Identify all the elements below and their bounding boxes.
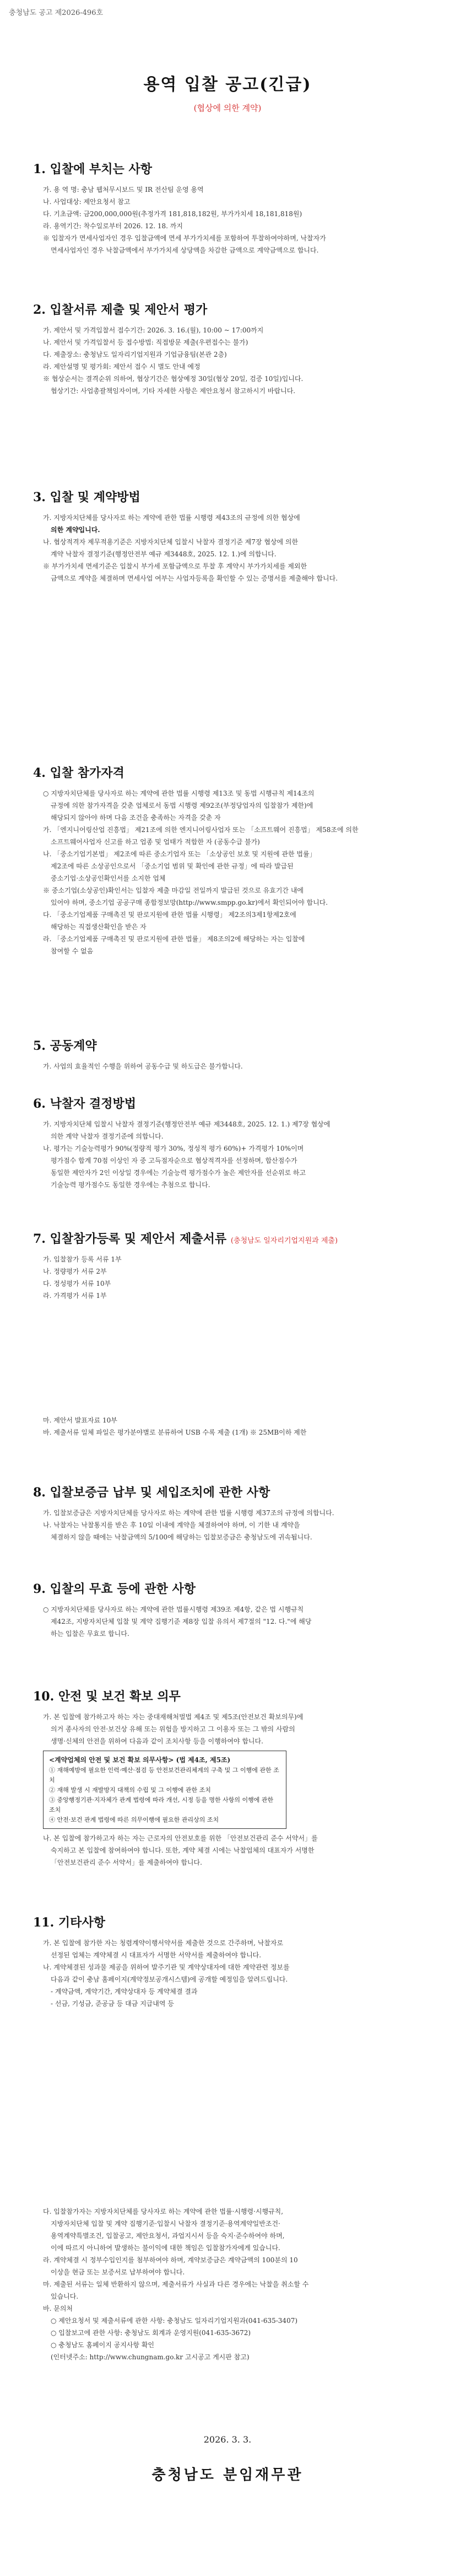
text-line: ○ 지방자치단체를 당사자로 하는 계약에 관한 법률 시행령 제13조 및 동법 시행규칙 제14조의 (43, 790, 315, 797)
section-6 (33, 1094, 430, 1191)
text-line: ○ 제안요청서 및 제출서류에 관한 사항: 충청남도 일자리기업지원과(041-635-3407) (51, 2317, 298, 2325)
text-line: 나. 낙찰자는 낙찰통지를 받은 후 10일 이내에 계약을 체결하여야 하며, 이 기한 내 계약을 (43, 1521, 300, 1529)
text-line: 라. 용역기간: 착수일로부터 2026. 12. 18. 까지 (43, 222, 183, 230)
text-line: 면세사업자인 경우 낙찰금액에서 부가가치세 상당액을 차감한 금액으로 계약금액으로 합니다. (51, 246, 319, 254)
section-heading: 1. 입찰에 부치는 사항 (33, 162, 152, 176)
section-heading: 5. 공동계약 (33, 1039, 97, 1053)
text-line: ○ 입찰보고에 관한 사항: 충청남도 회계과 운영지원(041-635-3672) (51, 2329, 251, 2337)
text-line: ※ 부가가치세 면세기준은 입찰시 부가세 포함금액으로 투찰 후 계약시 부가가치세를 제외한 (43, 562, 307, 570)
page-subtitle: (협상에 의한 계약) (193, 103, 262, 113)
section-heading: 8. 입찰보증금 납부 및 세입조치에 관한 사항 (33, 1485, 270, 1500)
text-line: 가. 지방자치단체를 당사자로 하는 계약에 관한 법률 시행령 제43조의 규정에 의한 협상에 (43, 514, 300, 522)
text-line: 다. 「중소기업제품 구매촉진 및 판로지원에 관한 법률 시행령」 제2조의3제1항제2호에 (43, 911, 296, 919)
text-line: 나. 사업대상: 제안요청서 참고 (43, 198, 131, 206)
page-title: 용역 입찰 공고(긴급) (143, 75, 312, 94)
text-line: ※ 협상순서는 결격순위 의하여, 협상기간은 협상예정 30일(협상 20일, 검증 10일)입니다. (43, 375, 304, 383)
text-line: 제2조에 따른 소상공인으로서 「중소기업 범위 및 확인에 관한 규정」에 따라 발급된 (51, 862, 294, 870)
section-7 (33, 1230, 430, 1302)
section-heading-note: (충청남도 일자리기업지원과 제출) (230, 1237, 338, 1245)
text-line: 참여할 수 없음 (51, 947, 94, 955)
text-line: 생명·신체의 안전을 위하여 다음과 같이 조치사항 등을 이행하여야 합니다. (51, 1737, 263, 1745)
text-line: 가. 용 역 명: 충남 웹처무시보드 및 IR 전산팀 운영 용역 (43, 186, 204, 194)
text-line: 계약 낙찰자 결정기준(행정안전부 예규 제3448호, 2025. 12. 1.)에 의합니다. (51, 550, 277, 558)
box-line: ③ 중앙행정기관·지자체가 관계 법령에 따라 개선, 시정 등을 명한 사항의 이행에 관한 조치 (49, 1796, 274, 1813)
text-line: 가. 지방자치단체 입찰시 낙찰자 결정기준(행정안전부 예규 제3448호, 2025. 12. 1.) 제7장 협상에 (43, 1120, 331, 1128)
text-line: 해당되지 않아야 하며 다음 조건을 충족하는 자격을 갖춘 자 (51, 814, 221, 822)
text-line: 지방자치단체 입찰 및 계약 집행기준·입찰시 낙찰자 결정기준·용역계약일반조건· (51, 2220, 280, 2228)
section-heading-text: 7. 입찰참가등록 및 제안서 제출서류 (33, 1232, 227, 1246)
text-line: 가. 본 입찰에 참가한 자는 청렴계약이행서약서를 제출한 것으로 간주하며, 낙찰자로 (43, 1939, 284, 1947)
text-line: 선정된 업체는 계약체결 시 대표자가 서명한 서약서를 제출하여야 합니다. (51, 1951, 262, 1959)
text-line: 다. 기초금액: 금200,000,000원(추정가격 181,818,182원, 부가가치세 18,181,818원) (43, 210, 302, 218)
text-line: 규정에 의한 참가자격을 갖춘 업체로서 동법 시행령 제92조(부정당업자의 입찰참가 제한)에 (51, 802, 313, 809)
text-line: ○ 충청남도 홈페이지 공지사항 확인 (51, 2341, 155, 2349)
section-heading: 10. 안전 및 보건 확보 의무 (33, 1689, 181, 1704)
text-line: 금액으로 계약을 체결하며 면세사업 여부는 사업자등록을 확인할 수 있는 증명서를 제출해야 합니다. (51, 575, 338, 582)
text-line: ※ 입찰자가 면세사업자인 경우 입찰금액에 면세 부가가치세를 포함하여 투찰하여야하며, 낙찰자가 (43, 234, 326, 242)
text-line: 해당하는 직접생산확인을 받은 자 (51, 923, 147, 931)
text-line: - 선금, 기성금, 준공금 등 대금 지급내역 등 (51, 2000, 174, 2008)
notice-number: 충청남도 공고 제2026-496호 (9, 9, 104, 17)
text-line: 의한 계약 낙찰자 결정기준에 의합니다. (51, 1133, 164, 1140)
text-line: 평가점수 합계 70점 이상인 자 중 고득점자순으로 협상적격자를 선정하며, 합산점수가 (51, 1157, 297, 1164)
text-line: 라. 「중소기업제품 구매촉진 및 판로지원에 관한 법률」 제8조의2에 해당하는 자는 입찰에 (43, 935, 305, 943)
text-line: 라. 계약체결 시 정부수입인지를 첨부하여야 하며, 계약보증금은 계약금액의 100분의 10 (43, 2256, 298, 2264)
text-line: 제42조, 지방자치단체 입찰 및 계약 집행기준 제8장 입찰 유의서 제7절의 "12. 다."에 해당 (51, 1618, 312, 1625)
section-2 (33, 300, 430, 397)
issuing-authority: 충청남도 분임재무관 (151, 2467, 304, 2483)
section-heading: 11. 기타사항 (33, 1915, 105, 1930)
text-line: (인터넷주소: http://www.chungnam.go.kr 고시공고 게시판 참고) (51, 2353, 250, 2361)
section-11 (33, 1913, 430, 2010)
text-line: 협상기간: 사업총괄책임자이며, 기타 자세한 사항은 제안요청서 참고하시기 바랍니다. (51, 387, 296, 395)
box-line: ② 재해 발생 시 재발방지 대책의 수립 및 그 이행에 관한 조치 (49, 1786, 211, 1794)
text-line: 마. 제출된 서류는 일체 반환하지 않으며, 제출서류가 사실과 다른 경우에는 낙찰을 취소할 수 (43, 2280, 309, 2288)
section-heading: 2. 입찰서류 제출 및 제안서 평가 (33, 303, 208, 317)
text-line: 중소기업·소상공인확인서를 소지한 업체 (51, 874, 166, 882)
text-line: 소프트웨어사업자 신고를 하고 업종 및 업태가 적합한 자 (공동수급 불가) (51, 838, 260, 846)
notice-date: 2026. 3. 3. (203, 2434, 252, 2445)
section-11-more (33, 2205, 430, 2363)
section-4 (33, 764, 430, 957)
text-line: 라. 가격평가 서류 1부 (43, 1292, 107, 1300)
text-line: 나. 협상적격자 제무적용기준은 지방자치단체 입찰시 낙찰자 결정기준 제7장 협상에 의한 (43, 538, 299, 546)
text-line: 있습니다. (51, 2293, 79, 2300)
text-line: 체결하지 않을 때에는 낙찰금액의 5/100에 해당하는 입찰보증금은 충청남도에 귀속됩니다. (51, 1533, 312, 1541)
text-line: ○ 지방자치단체를 당사자로 하는 계약에 관한 법률시행령 제39조 제4항, 같은 법 시행규칙 (43, 1606, 304, 1613)
box-line: ④ 안전·보건 관계 법령에 따른 의무이행에 필요한 관리상의 조치 (49, 1816, 219, 1823)
text-line: 나. 정량평가 서류 2부 (43, 1268, 107, 1275)
text-line: 의거 종사자의 안전·보건상 유해 또는 위험을 방지하고 그 이용자 또는 그 밖의 사람의 (51, 1725, 295, 1733)
text-line: 이에 따르지 아니하여 발생하는 불이익에 대한 책임은 입찰참가자에게 있습니다. (51, 2244, 280, 2252)
text-line: ※ 중소기업(소상공인)확인서는 입찰자 제출 마감일 전일까지 발급된 것으로 유효기간 내에 (43, 887, 304, 894)
text-line: 가. 「엔지니어링산업 진흥법」 제21조에 의한 엔지니어링사업자 또는 「소프트웨어 진흥법」 제58조에 의한 (43, 826, 359, 834)
text-line: 가. 입찰보증금은 지방자치단체를 당사자로 하는 계약에 관한 법률 시행령 제37조의 규정에 의합니다. (43, 1509, 334, 1517)
section-5 (33, 1037, 430, 1072)
text-line: 나. 본 입찰에 참가하고자 하는 자는 근로자의 안전보호를 위한 「안전보건관리 준수 서약서」를 (43, 1834, 318, 1842)
text-line: 다음과 같이 충남 홈페이지(계약정보공개시스템)에 공개할 예정임을 알려드립니다. (51, 1976, 288, 1983)
section-3 (33, 488, 430, 584)
section-heading: 4. 입찰 참가자격 (33, 766, 124, 780)
section-heading: 6. 낙찰자 결정방법 (33, 1097, 137, 1111)
text-line: 있어야 하며, 중소기업 공공구매 종합정보망(http://www.smpp.go.kr)에서 확인되어야 합니다. (51, 899, 328, 906)
text-line: 기술능력 평가점수도 동일한 경우에는 추첨으로 합니다. (51, 1181, 210, 1189)
text-line: 다. 제출장소: 충청남도 일자리기업지원과 기업금융팀(본관 2층) (43, 351, 227, 358)
safety-obligations-box (43, 1751, 286, 1829)
text-line: 바. 제출서류 일체 파일은 평가분야별로 분류하여 USB 수록 제출 (1개) ※ 25MB이하 제한 (43, 1429, 307, 1436)
text-line: 「안전보건관리 준수 서약서」를 제출하여야 합니다. (51, 1859, 202, 1866)
text-line: 가. 사업의 효율적인 수행을 위하여 공동수급 및 하도급은 불가합니다. (43, 1062, 243, 1070)
text-line: - 계약금액, 계약기간, 계약상대자 등 계약체결 결과 (51, 1988, 198, 1995)
text-line: 다. 입찰참가자는 지방자치단체를 당사자로 하는 계약에 관한 법률·시행령·시행규칙, (43, 2208, 284, 2215)
text-line: 하는 입찰은 무효로 합니다. (51, 1630, 129, 1638)
text-line: 나. 제안서 및 가격입찰서 등 접수방법: 직접방문 제출(우편접수는 불가) (43, 339, 248, 346)
text-line: 라. 제안설명 및 평가회: 제안서 접수 시 별도 안내 예정 (43, 363, 201, 371)
text-line: 나. 계약체결된 성과물 제공을 위하여 발주기관 및 계약상대자에 대한 계약관련 정보를 (43, 1963, 290, 1971)
text-line: 가. 입찰참가 등록 서류 1부 (43, 1255, 122, 1263)
box-line: ① 재해예방에 필요한 인력·예산·점검 등 안전보건관리체계의 구축 및 그 이행에 관한 조치 (49, 1767, 279, 1784)
section-1 (33, 160, 430, 256)
text-line: 다. 정성평가 서류 10부 (43, 1280, 111, 1287)
text-line: 나. 「중소기업기본법」 제2조에 따른 중소기업자 또는 「소상공인 보호 및 지원에 관한 법률」 (43, 850, 316, 858)
text-line: 바. 문의처 (43, 2305, 73, 2312)
box-title: <계약업체의 안전 및 보건 확보 의무사항> (법 제4조, 제5조) (49, 1756, 231, 1764)
section-heading (33, 1230, 430, 1247)
text-line: 가. 제안서 및 가격입찰서 접수기간: 2026. 3. 16.(월), 10:00 ~ 17:00까지 (43, 326, 264, 334)
section-heading: 3. 입찰 및 계약방법 (33, 490, 140, 505)
section-9 (33, 1580, 430, 1640)
text-line: 용역계약특별조건, 입찰공고, 제안요청서, 과업지시서 등을 숙지·준수하여야 하며, (51, 2232, 285, 2240)
section-10 (33, 1687, 430, 1869)
section-8 (33, 1483, 430, 1543)
text-line: 동일한 제안자가 2인 이상일 경우에는 기술능력 평가점수가 높은 제안자를 선순위로 하고 (51, 1169, 306, 1177)
text-line: 마. 제안서 발표자료 10부 (43, 1416, 117, 1424)
text-line: 나. 평가는 기술능력평가 90%(정량적 평가 30%, 정성적 평가 60%)+ 가격평가 10%이며 (43, 1145, 304, 1152)
section-7-tail (33, 1414, 430, 1439)
text-line: 이상을 현금 또는 보증서로 납부하여야 합니다. (51, 2268, 185, 2276)
text-line: 의한 계약입니다. (51, 526, 100, 534)
text-line: 숙지하고 본 입찰에 참여하여야 합니다. 또한, 계약 체결 시에는 낙찰업체의 대표자가 서명한 (51, 1847, 315, 1854)
section-heading: 9. 입찰의 무효 등에 관한 사항 (33, 1582, 196, 1596)
text-line: 가. 본 입찰에 참가하고자 하는 자는 중대재해처벌법 제4조 및 제5조(안전보건 확보의무)에 (43, 1713, 304, 1721)
